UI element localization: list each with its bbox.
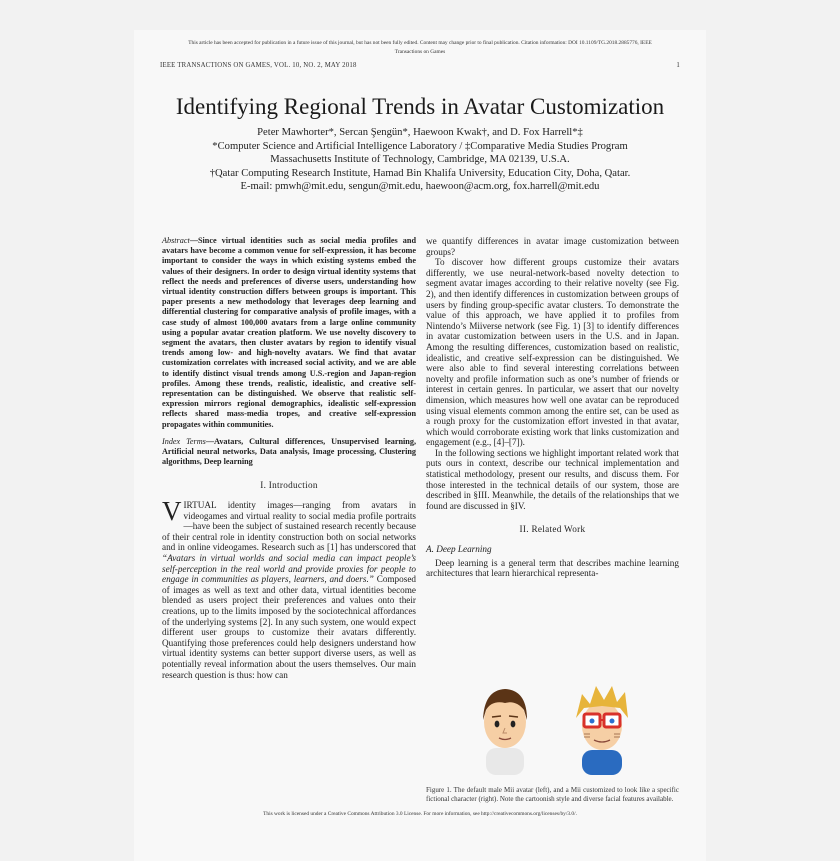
abstract-text: —Since virtual identities such as social media profiles and avatars have become a common venue for self-expression, it has become important to consider the ways in which existing systems embed the values of their designers. In order to design virtual identity systems that reflect the needs and preferences of diverse users, understanding how virtual identity construction differs between groups is important. This paper presents a new methodology that leverages deep learning and differential clustering for comparative analysis of profile images, with a case study of almost 100,000 avatars from a large online community using a popular avatar creation platform. We use novelty discovery to segment the avatars, then cluster avatars by region to identify visual trends among low- and high-novelty avatars. We find that avatar customization correlates with increased social activity, and we are able to identify distinct visual trends among U.S.-region and Japan-region profiles. Among these trends, realistic, idealistic, and creative self-representation can be distinguished. We observe that realistic self-expression mirrors regional demographics, idealistic self-expression reflects shared mass-media tropes, and creative self-expression propagates within communities. (162, 236, 416, 429)
subsection-heading-deep-learning: A. Deep Learning (426, 544, 492, 555)
page-number: 1 (676, 62, 680, 69)
intro-text-b: Composed of images as well as text and other data, virtual identities become blended as users project their preferences and values onto their creations, up to the limits imposed by the sociotechnical affordances of the underlying systems [2]. In any such system, one would expect different user groups to customize their avatars differently. Quantifying those preferences could help designers understand how virtual identity systems can better support diverse users, as well as potentially reveal information about the users themselves. Our main research question is thus: how can (162, 574, 416, 680)
figure-1-avatars (426, 670, 679, 775)
customized-mii-avatar (576, 686, 628, 775)
intro-quote: “Avatars in virtual worlds and social media can impact people’s self-perception in the real world and provide proxies for people to engage in communities as players, learners, and doers.” (162, 553, 416, 585)
drop-cap: V (162, 496, 182, 527)
affiliation-2: Massachusetts Institute of Technology, Cambridge, MA 02139, U.S.A. (270, 154, 570, 166)
affiliation-1: *Computer Science and Artificial Intelligence Laboratory / ‡Comparative Media Studies Program (212, 140, 628, 152)
index-terms-text: —Avatars, Cultural differences, Unsupervised learning, Artificial neural networks, Data analysis, Image processing, Clustering algorithms, Deep learning (162, 436, 416, 467)
acceptance-banner-journal: Transactions on Games (394, 49, 446, 55)
intro-paragraph-3: In the following sections we highlight important related work that puts ours in context, describe our technical implementation and statistical methodology, present our results, and discuss them. For those interested in the technical details of our system, those are described in §III. Meanwhile, the details of the relationships that we found are discussed in §IV. (426, 447, 679, 511)
figure-1 (426, 670, 679, 775)
intro-paragraph-2: To discover how different groups customize their avatars differently, we use neural-network-based novelty detection to segment avatar images according to their relative novelty (see Fig. 2), and then identify differences in customization between groups of users by finding group-specific avatar clusters. To demonstrate the value of this approach, we have applied it to profiles from Nintendo’s Miiverse network (see Fig. 1) [3] to identify differences in avatar customization between users in the U.S. and in Japan. Among the resulting differences, customization based on realistic, idealistic, and creative self-expression can be distinguished. We were also able to find several interesting correlations between novelty and profile information such as one’s number of friends or interest in certain genres. In particular, we assert that our novelty dimension, which measures how well one avatar can be reproduced using visual elements common among the entire set, can be used as a rough proxy for the customization effort invested in that avatar, which would corroborate existing work that links customization and engagement (e.g., [4]–[7]). (426, 257, 679, 448)
right-column (426, 236, 679, 579)
figure-1-caption: Figure 1. The default male Mii avatar (left), and a Mii customized to look like a specific fictional character (right). Note the cartoonish style and diverse facial features available. (426, 786, 679, 804)
related-work-paragraph: Deep learning is a general term that describes machine learning architectures that learn hierarchical representa- (426, 557, 679, 579)
intro-paragraph (162, 496, 416, 680)
acceptance-banner: This article has been accepted for publication in a future issue of this journal, but has not been fully edited. Content may change prior to final publication. Citation information: DOI 10.1109/TG.2018.2885776, IEEE (188, 40, 652, 46)
author-block (134, 126, 706, 194)
paper-page (134, 30, 706, 861)
index-terms-label: Index Terms (162, 436, 206, 446)
intro-text-a: IRTUAL identity images—ranging from avatars in videogames and virtual reality to social media profile portraits—have been the subject of sustained research recently because of their central role in identity construction both on social networks and in online videogames. Research such as [1] has underscored that (162, 500, 416, 553)
paper-title: Identifying Regional Trends in Avatar Customization (175, 94, 665, 119)
author-names: Peter Mawhorter*, Sercan Şengün*, Haewoon Kwak†, and D. Fox Harrell*‡ (257, 127, 583, 138)
running-head (160, 62, 680, 69)
license-footer: This work is licensed under a Creative Commons Attribution 3.0 License. For more information, see http://creativecommons.org/licenses/by/3.0/. (263, 811, 577, 817)
affiliation-3: †Qatar Computing Research Institute, Hamad Bin Khalifa University, Education City, Doha, Qatar. (209, 167, 631, 179)
abstract (162, 236, 416, 430)
index-terms (162, 437, 416, 468)
running-head-text: IEEE TRANSACTIONS ON GAMES, VOL. 10, NO. 2, MAY 2018 (160, 62, 357, 69)
section-heading-introduction: I. Introduction (260, 480, 318, 491)
author-emails: E-mail: pmwh@mit.edu, sengun@mit.edu, haewoon@acm.org, fox.harrell@mit.edu (240, 181, 600, 193)
intro-continuation: we quantify differences in avatar image customization between groups? (426, 236, 679, 257)
abstract-label: Abstract (162, 236, 190, 245)
left-column (162, 236, 416, 680)
default-mii-avatar (483, 689, 527, 775)
section-heading-related-work: II. Related Work (519, 524, 586, 535)
